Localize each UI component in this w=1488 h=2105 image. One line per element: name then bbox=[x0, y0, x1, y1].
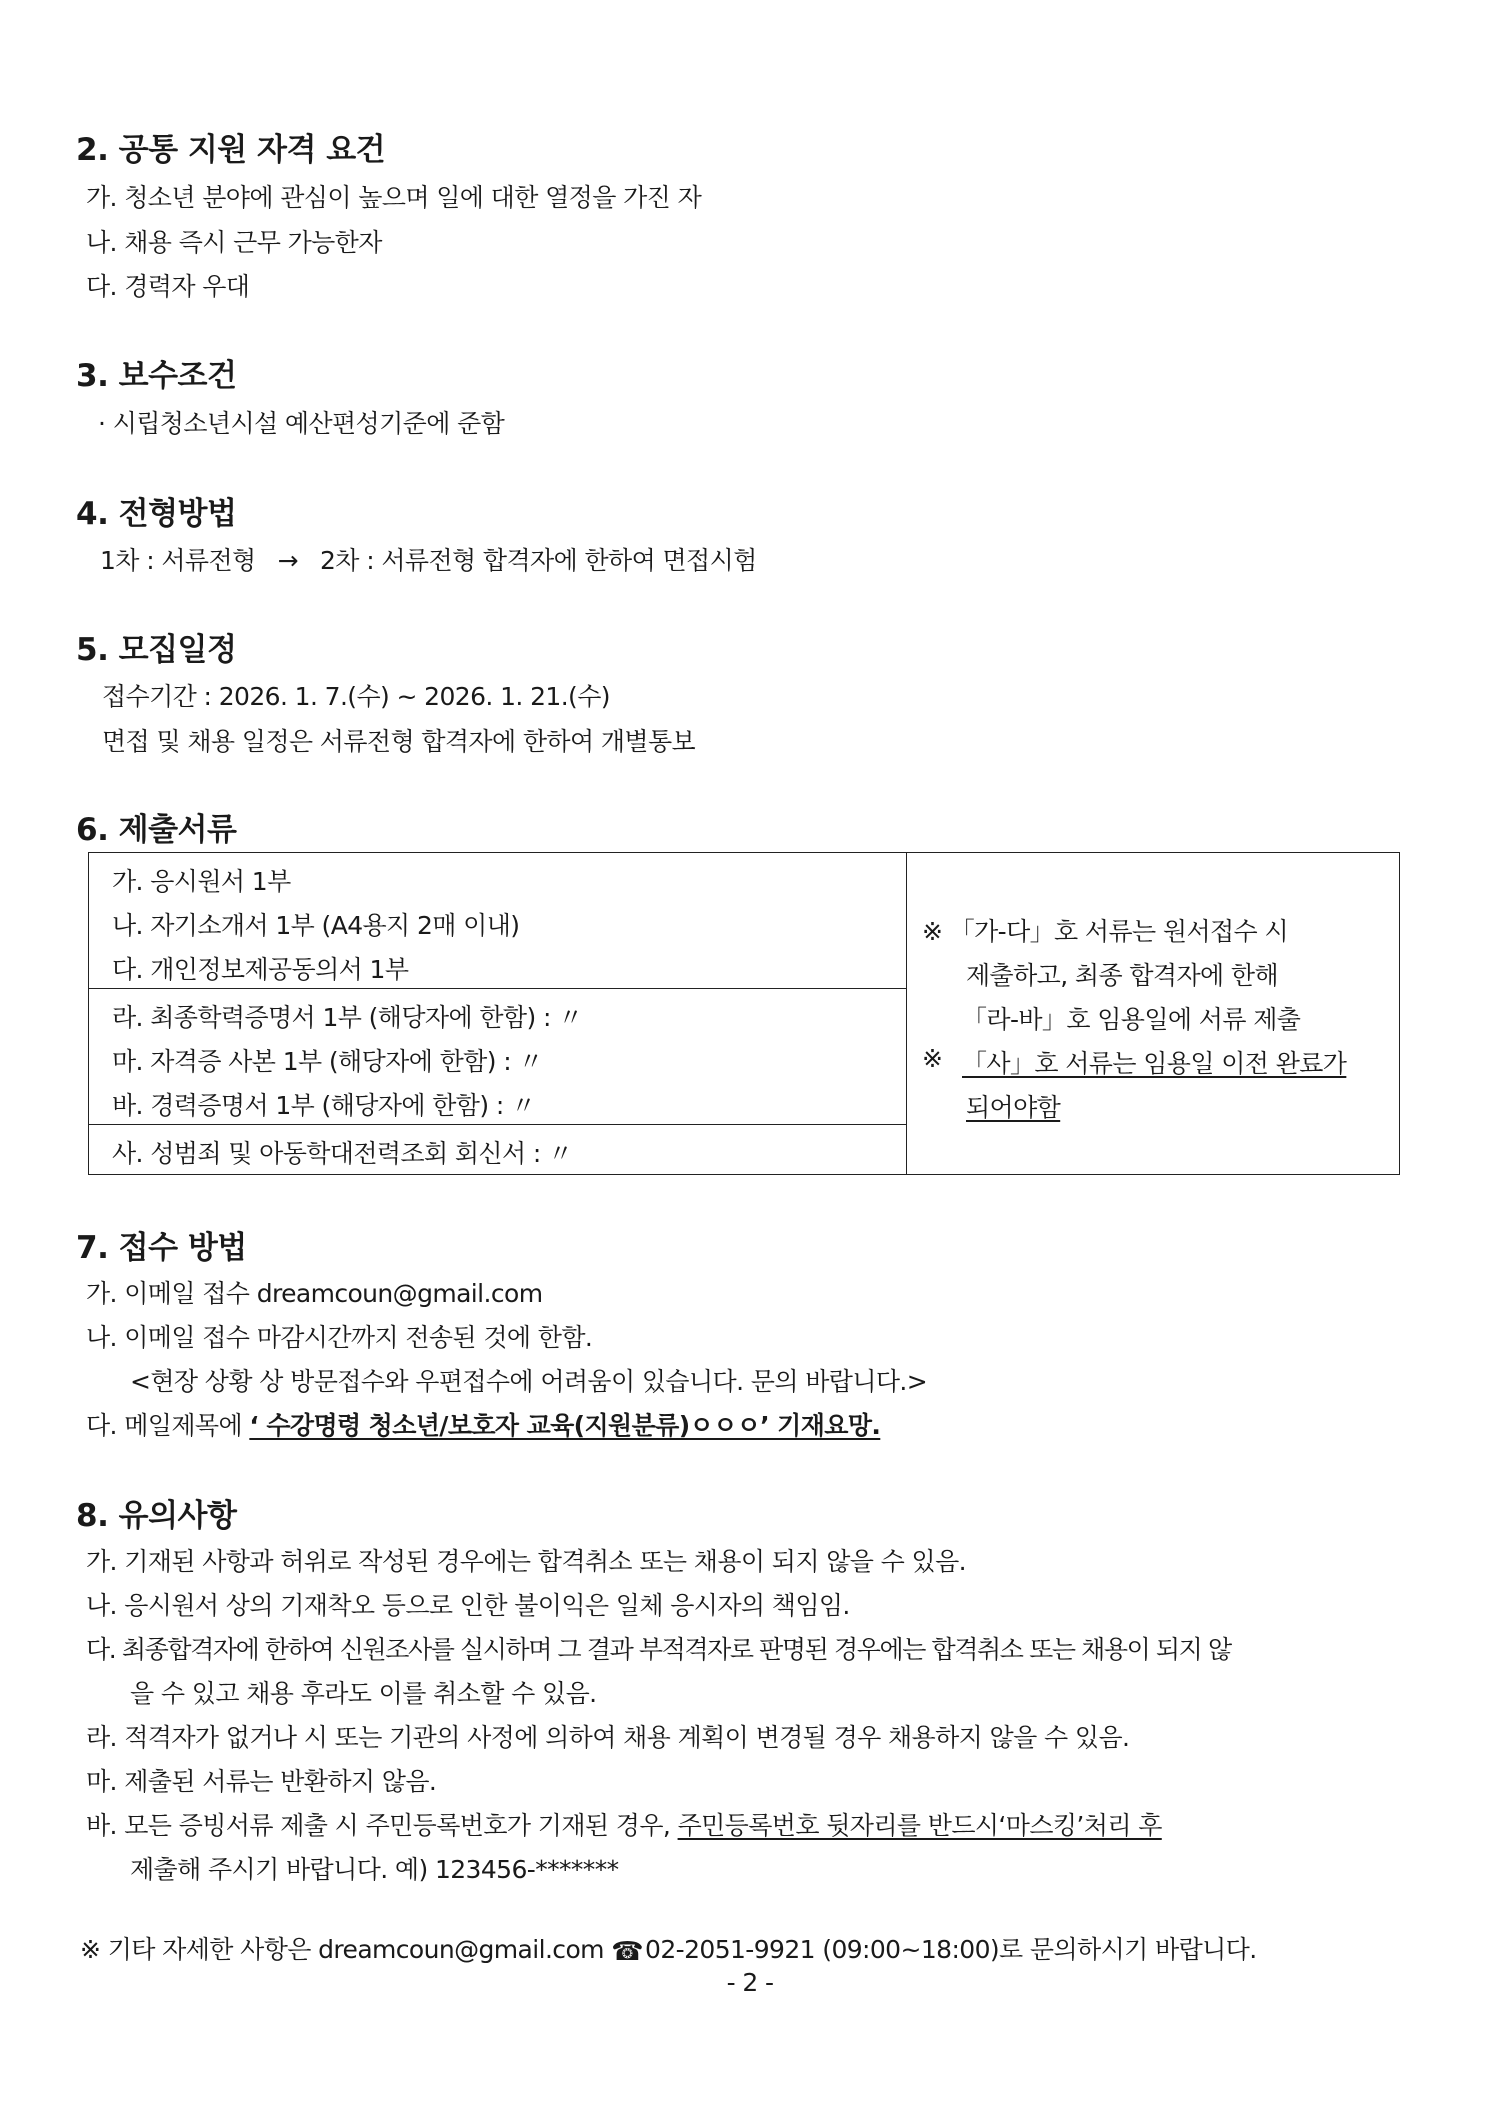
table-divider-row-2 bbox=[88, 1124, 907, 1125]
s3-item-a: · 시립청소년시설 예산편성기준에 준함 bbox=[98, 409, 505, 438]
s8-item-f-masking: 주민등록번호 뒷자리를 반드시‘마스킹’처리 후 bbox=[677, 1811, 1162, 1840]
page-number: - 2 - bbox=[726, 1968, 774, 1997]
table-row: 나. 자기소개서 1부 (A4용지 2매 이내) bbox=[112, 911, 520, 940]
footer-note-prefix: ※ 기타 자세한 사항은 dreamcoun@gmail.com bbox=[80, 1935, 612, 1964]
table-divider-vertical bbox=[906, 852, 907, 1175]
table-row: 다. 개인정보제공동의서 1부 bbox=[112, 955, 409, 984]
s7-item-a: 가. 이메일 접수 dreamcoun@gmail.com bbox=[86, 1279, 543, 1308]
s8-item-a: 가. 기재된 사항과 허위로 작성된 경우에는 합격취소 또는 채용이 되지 않을 수 있음. bbox=[86, 1547, 967, 1576]
s5-item-b: 면접 및 채용 일정은 서류전형 합격자에 한하여 개별통보 bbox=[102, 727, 696, 756]
table-row: 바. 경력증명서 1부 (해당자에 한함) : 〃 bbox=[112, 1091, 536, 1120]
table-note-1-line-2: 제출하고, 최종 합격자에 한해 bbox=[966, 961, 1278, 990]
section-2-title: 2. 공통 지원 자격 요건 bbox=[76, 132, 386, 168]
table-divider-row-1 bbox=[88, 988, 907, 989]
phone-icon: ☎ bbox=[611, 1937, 644, 1967]
s8-item-f bbox=[86, 1806, 1162, 1842]
s2-item-c: 다. 경력자 우대 bbox=[86, 272, 250, 301]
s2-item-a: 가. 청소년 분야에 관심이 높으며 일에 대한 열정을 가진 자 bbox=[86, 183, 702, 212]
table-note-2-line-2: 되어야함 bbox=[966, 1093, 1061, 1122]
s8-item-c: 다. 최종합격자에 한하여 신원조사를 실시하며 그 결과 부적격자로 판명된 경우에는 합격취소 또는 채용이 되지 않 bbox=[86, 1635, 1231, 1664]
table-row: 가. 응시원서 1부 bbox=[112, 867, 291, 896]
table-row: 사. 성범죄 및 아동학대전력조회 회신서 : 〃 bbox=[112, 1139, 573, 1168]
s8-item-e: 마. 제출된 서류는 반환하지 않음. bbox=[86, 1767, 437, 1796]
s8-item-f-continued: 제출해 주시기 바랍니다. 예) 123456-******* bbox=[130, 1855, 619, 1884]
s7-item-c bbox=[86, 1406, 880, 1442]
section-5-title: 5. 모집일정 bbox=[76, 632, 237, 668]
s7-item-b-note: <현장 상황 상 방문접수와 우편접수에 어려움이 있습니다. 문의 바랍니다.> bbox=[130, 1367, 928, 1396]
s8-item-f-prefix: 바. 모든 증빙서류 제출 시 주민등록번호가 기재된 경우, bbox=[86, 1811, 678, 1840]
s7-item-c-subject: ‘ 수강명령 청소년/보호자 교육(지원분류)ㅇㅇㅇ’ 기재요망. bbox=[249, 1411, 881, 1440]
s4-item-a: 1차 : 서류전형 → 2차 : 서류전형 합격자에 한하여 면접시험 bbox=[100, 546, 757, 575]
section-4-title: 4. 전형방법 bbox=[76, 496, 237, 532]
footer-contact-note bbox=[80, 1930, 1257, 1967]
s7-item-b: 나. 이메일 접수 마감시간까지 전송된 것에 한함. bbox=[86, 1323, 593, 1352]
table-note-2-mark: ※ bbox=[922, 1044, 943, 1073]
table-row: 마. 자격증 사본 1부 (해당자에 한함) : 〃 bbox=[112, 1047, 543, 1076]
s8-item-b: 나. 응시원서 상의 기재착오 등으로 인한 불이익은 일체 응시자의 책임임. bbox=[86, 1591, 850, 1620]
footer-note-suffix: 02-2051-9921 (09:00~18:00)로 문의하시기 바랍니다. bbox=[645, 1935, 1257, 1964]
section-8-title: 8. 유의사항 bbox=[76, 1498, 237, 1534]
s8-item-c-continued: 을 수 있고 채용 후라도 이를 취소할 수 있음. bbox=[130, 1679, 597, 1708]
section-3-title: 3. 보수조건 bbox=[76, 358, 237, 394]
s5-item-a: 접수기간 : 2026. 1. 7.(수) ~ 2026. 1. 21.(수) bbox=[102, 682, 610, 711]
section-6-title: 6. 제출서류 bbox=[76, 812, 237, 848]
s8-item-d: 라. 적격자가 없거나 시 또는 기관의 사정에 의하여 채용 계획이 변경될 경우 채용하지 않을 수 있음. bbox=[86, 1723, 1130, 1752]
s2-item-b: 나. 채용 즉시 근무 가능한자 bbox=[86, 228, 382, 257]
table-note-1-line-1: ※ 「가-다」호 서류는 원서접수 시 bbox=[922, 917, 1289, 946]
table-note-2-line-1: 「사」호 서류는 임용일 이전 완료가 bbox=[962, 1049, 1347, 1078]
s7-item-c-prefix: 다. 메일제목에 bbox=[86, 1411, 250, 1440]
table-note-1-line-3: 「라-바」호 임용일에 서류 제출 bbox=[962, 1005, 1301, 1034]
section-7-title: 7. 접수 방법 bbox=[76, 1230, 247, 1266]
table-row: 라. 최종학력증명서 1부 (해당자에 한함) : 〃 bbox=[112, 1003, 583, 1032]
